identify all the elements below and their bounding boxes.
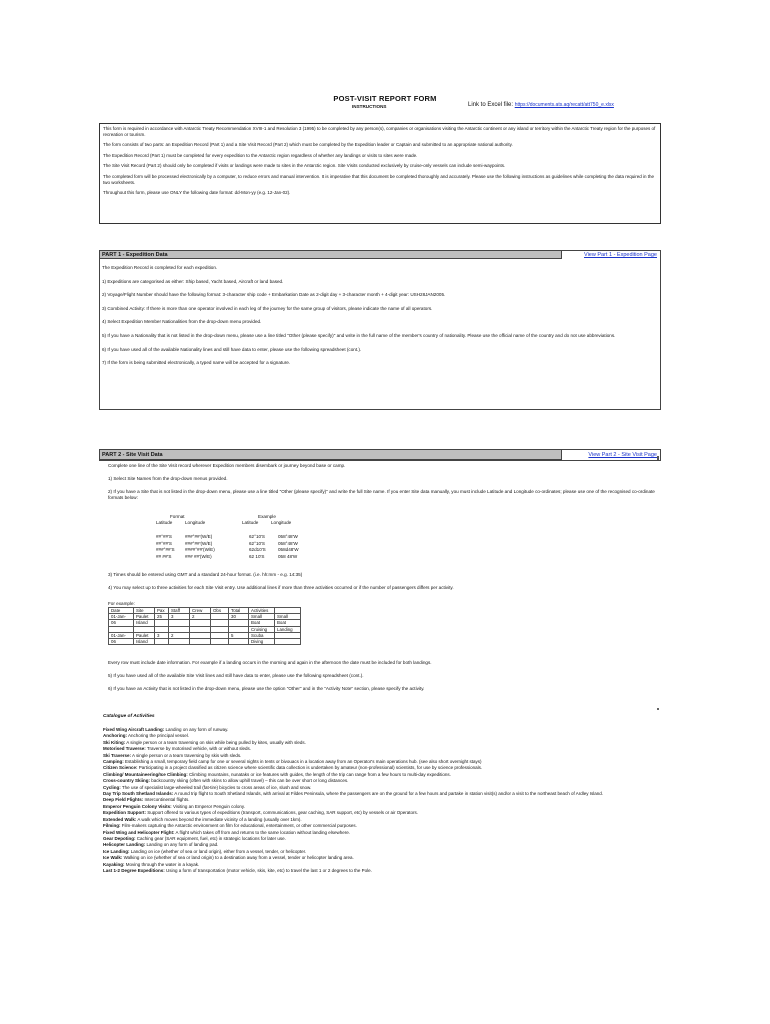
table-cell: 5 xyxy=(229,632,249,638)
example-lat: 62 10'S xyxy=(249,553,265,559)
intro-paragraph: The form consists of two parts: an Expedition Record (Part 1) and a Site Visit Record (Part 2) which must be completed by the Expedition leader or Captain and submitted to an appropriate national authority. xyxy=(103,142,513,148)
format-lat: ##°##'S xyxy=(156,534,172,539)
excel-link-row xyxy=(468,102,614,108)
activity-term: Climbing/ Mountaineering/Ice Climbing: xyxy=(103,771,188,777)
table-cell: Small xyxy=(249,614,275,620)
activity-term: Ski Traverse: xyxy=(103,752,132,758)
activity-description: Walking on ice (whether of sea or land origin) to a destination away from a vessel, tender or helicopter landing area. xyxy=(122,855,354,861)
part2-instructions-mid xyxy=(108,572,660,598)
table-cell: 06 xyxy=(109,639,134,645)
part1-instructions xyxy=(102,265,658,374)
activity-description: A round trip flight to South Shetland Islands, with arrival at Fildes Peninsula, where the passengers are on the ground for a few hours and partake in station visit(s) and/or a visit to the northeast beach of Ardley Island. xyxy=(173,791,604,797)
format-lon: ### ##'(W/E) xyxy=(185,553,212,559)
example-lon: 058d48'W xyxy=(278,547,299,552)
intro-paragraph: This form is required in accordance with Antarctic Treaty Recommendation XVIII-1 and Resolution 3 (1995) to be completed by any person(s), companies or organisations visiting the Antarctic continent or any island or territory within the Antarctic Treaty region for the purposes of recreation or tourism. xyxy=(103,126,656,137)
activity-term: Fixed Wing Aircraft Landing: xyxy=(103,727,165,732)
activity-description: A single person or a team traversing by skis with sleds. xyxy=(131,752,242,758)
table-header: Activities xyxy=(249,608,275,614)
activity-description: Landing on any form of landing pad. xyxy=(145,842,219,848)
lat-label: Latitude xyxy=(156,520,173,525)
activity-term: Ice Landing: xyxy=(103,848,130,854)
table-header: Pax xyxy=(155,608,169,614)
catalogue-heading: Catalogue of Activities xyxy=(103,714,155,719)
format-lon: ###°##'(W/E) xyxy=(185,534,213,539)
table-cell: Small xyxy=(275,614,301,620)
activity-description: A single person or a team traversing on skis while being pulled by kites, usually with sleds. xyxy=(125,739,306,745)
format-lon: ###°##'(W/E) xyxy=(185,540,213,546)
activity-description: A flight which takes off from and returns to the same location without landing elsewhere. xyxy=(174,829,350,835)
activity-description: Traverse by motorised vehicle, with or without sleds. xyxy=(145,746,252,752)
table-cell: Island xyxy=(134,620,155,626)
example-lon: 058 48'W xyxy=(278,553,298,559)
part2-line: 3) Times should be entered using GMT and a standard 24-hour format. (i.e. hh:mm - e.g. 14:35) xyxy=(108,572,303,577)
table-cell xyxy=(190,639,211,645)
activity-term: Cross-country Skiing: xyxy=(103,778,151,784)
activity-description: Climbing mountains, nunataks or ice features with guides, the length of the trip can range from a few hours to multi-day expeditions. xyxy=(187,771,451,777)
example-lat: 62°10'S xyxy=(249,540,265,546)
excel-file-link[interactable]: https://documents.ats.aq/recatt/att750_e.xlsx xyxy=(514,102,614,108)
activity-term: Motorised Traverse: xyxy=(103,746,146,752)
activity-description: Film-makers capturing the Antarctic environment on film for educational, entertainment, or other commercial purposes. xyxy=(120,823,357,829)
activity-term: Kayaking: xyxy=(103,861,125,867)
activity-term: Extended Walk: xyxy=(103,816,137,822)
table-cell xyxy=(211,639,229,645)
excel-link-label: Link to Excel file: xyxy=(468,102,514,108)
part1-line: 3) Combined Activity: If there is more than one operator involved in each leg of the journey for the same group of visitors, please indicate the name of all operators. xyxy=(102,305,433,311)
activity-description: Anchoring the principal vessel. xyxy=(127,733,190,739)
part1-line: 4) Select Expedition Member Nationalities from the drop-down menu provided. xyxy=(102,319,262,325)
part1-line: The Expedition Record is completed for each expedition. xyxy=(102,265,218,270)
format-lat: ###°##'S xyxy=(156,547,175,552)
table-cell: Diving xyxy=(249,639,275,645)
activity-description: A walk which moves beyond the immediate vicinity of a landing (usually over 1km). xyxy=(136,816,302,822)
format-lon: ####°##'(W/E) xyxy=(185,547,215,552)
activity-term: Camping: xyxy=(103,759,124,765)
format-lat: ## ##'S xyxy=(156,553,172,559)
part1-heading: PART 1 - Expedition Data xyxy=(100,251,562,259)
activity-term: Anchoring: xyxy=(103,733,127,739)
activity-term: Gear Depoting: xyxy=(103,835,136,841)
activity-description: Establishing a small, temporary field camp for one or several nights in tents or bivouacs in a location away from an Operator's main operations hub. (see also short overnight stays) xyxy=(123,759,482,765)
table-cell: 01-Jan- xyxy=(109,632,134,638)
activity-term: Last 1-2 Degree Expeditions: xyxy=(103,867,165,873)
part2-line: 6) If you have an Activity that is not listed in the drop-down menu, please use the option "Other" and in the "Activity Note" section, please specify the activity. xyxy=(108,686,425,692)
lon-label: Longitude xyxy=(271,520,292,525)
example-label: Example xyxy=(258,514,276,519)
part1-line: 6) If you have used all of the available Nationality lines and still have data to enter, please use the following spreadsheet (cont.). xyxy=(102,346,362,352)
table-cell xyxy=(229,639,249,645)
page-title: POST-VISIT REPORT FORM xyxy=(333,94,437,103)
table-cell: Boat xyxy=(275,620,301,626)
table-cell: 2 xyxy=(169,632,190,638)
intro-paragraph: Throughout this form, please use ONLY the following date format: dd-Mon-yy (e.g. 12-Jan-02). xyxy=(103,190,291,196)
table-header: Total xyxy=(229,608,249,614)
activity-description: backcountry skiing (often with skins to allow uphill travel) – this can be over short or long distances. xyxy=(150,778,349,784)
example-lat: 62°10'S xyxy=(249,534,265,539)
part2-line: 4) You may select up to three activities for each Site Visit entry. Use additional lines if more than three activities occurred or if the number of passengers differs per activity. xyxy=(108,585,454,591)
part2-section xyxy=(99,449,661,461)
table-header: Date xyxy=(109,608,134,614)
cell-marker xyxy=(657,456,659,460)
activity-description: Landing on any form of runway. xyxy=(164,727,229,732)
intro-paragraph: The Expedition Record (Part 1) must be completed for every expedition to the Antarctic region regardless of whether any landings or visits to sites were made. xyxy=(103,152,418,158)
table-header: Staff xyxy=(169,608,190,614)
table-cell: Paulet xyxy=(134,614,155,620)
table-cell: 01-Jan- xyxy=(109,614,134,620)
activity-term: Deep Field Flights: xyxy=(103,797,144,803)
part1-view-link[interactable]: View Part 1 - Expedition Page xyxy=(584,252,657,258)
table-cell: Boat xyxy=(249,620,275,626)
page-subtitle: INSTRUCTIONS xyxy=(352,104,387,109)
activity-term: Ski Kiting: xyxy=(103,739,126,745)
activity-term: Day Trip South Shetland Islands: xyxy=(103,791,174,797)
example-lon: 058°48'W xyxy=(278,534,298,539)
table-cell: Landing xyxy=(275,626,301,632)
activities-catalogue xyxy=(103,714,663,874)
example-lon: 058°48'W xyxy=(278,540,298,546)
table-cell: 06 xyxy=(109,620,134,626)
table-cell: 2 xyxy=(190,614,211,620)
part1-line: 1) Expeditions are categorised as either: Ship based, Yacht based, Aircraft or land based. xyxy=(102,278,284,284)
activity-term: Citizen Science: xyxy=(103,765,138,771)
part1-line: 7) If the form is being submitted electronically, a typed name will be accepted for a signature. xyxy=(102,360,291,366)
activity-term: Expedition Support: xyxy=(103,810,146,816)
table-cell xyxy=(169,639,190,645)
activity-term: Fixed Wing and Helicopter Flight: xyxy=(103,829,175,835)
bullet-dot xyxy=(657,708,659,710)
format-label: Format xyxy=(170,514,185,519)
part2-view-link[interactable]: View Part 2 - Site Visit Page xyxy=(588,452,657,458)
table-header: Site xyxy=(134,608,155,614)
part1-line: 2) Voyage/Flight Number should have the following format: 3-character ship code + Embarkation Date as 2-digit day + 3-character month + 4-digit year: USH28JAN2005. xyxy=(102,292,446,298)
activity-description: Caching gear (SAR equipment, fuel, etc) in strategic locations for later use. xyxy=(135,835,286,841)
activity-term: Emperor Penguin Colony Visits: xyxy=(103,803,172,809)
list-item xyxy=(103,868,663,874)
activity-description: Support offered to various types of expeditions (transport, communications, gear caching, SAR support, etc) by vessels or air Operators. xyxy=(146,810,419,816)
activity-description: Moving through the water in a kayak. xyxy=(124,861,200,867)
activity-description: The use of specialist large-wheeled trail (fat-tire) bicycles to cross areas of ice, slush and snow. xyxy=(120,784,312,790)
activity-term: Helicopter Landing: xyxy=(103,842,146,848)
table-header: Obs xyxy=(211,608,229,614)
table-cell: Scuba xyxy=(249,632,275,638)
activity-term: Cycling: xyxy=(103,784,121,790)
part1-line: 5) If you have a Nationality that is not listed in the drop-down menu, please use a line titled "Other (please specify)" and write in the full name of the member's country of nationality. Please use the official name of the country and do not use abbreviations. xyxy=(102,332,616,338)
activity-description: Using a form of transportation (motor vehicle, skis, kite, etc) to travel the last 1 or 2 degrees to the Pole. xyxy=(164,867,372,873)
activity-description: Intercontinental flights. xyxy=(143,797,190,803)
part2-line: 1) Select Site Names from the drop-down menus provided. xyxy=(108,476,228,482)
intro-paragraph: The Site Visit Record (Part 2) should only be completed if visits or landings were made to sites in the Antarctic region. Site Visits conducted exclusively by cruise-only vessels can include semi-waypoints. xyxy=(103,163,506,169)
lat-label: Latitude xyxy=(242,520,259,525)
activity-description: Visiting an Emperor Penguin colony. xyxy=(171,803,246,809)
part2-heading: PART 2 - Site Visit Data xyxy=(100,450,562,460)
lon-label: Longitude xyxy=(185,520,206,525)
table-cell: Paulet xyxy=(134,632,155,638)
example-table xyxy=(108,607,301,645)
part2-instructions-bottom xyxy=(108,660,660,699)
table-cell: 3 xyxy=(155,632,169,638)
part2-line: Complete one line of the Site Visit record wherever Expedition members disembark or journey beyond base or camp. xyxy=(108,463,346,468)
activity-term: Filming: xyxy=(103,823,121,829)
intro-paragraph: The completed form will be processed electronically by a computer, to reduce errors and manual intervention. It is imperative that this document be completed thoroughly and accurately. Please use the following instructions as guidelines while completing the data required in the two worksheets. xyxy=(103,173,654,185)
table-cell: 3 xyxy=(169,614,190,620)
table-cell: Cruising xyxy=(249,626,275,632)
activity-term: Ice Walk: xyxy=(103,855,123,861)
example-lat: 62d10'S xyxy=(249,547,266,552)
table-header: Crew xyxy=(190,608,211,614)
part2-line: Every row must include date information. For example if a landing occurs in the morning and again in the afternoon the date must be included for both landings. xyxy=(108,660,432,665)
part2-line: 5) If you have used all of the available Site Visit lines and still have data to enter, please use the following spreadsheet (cont.). xyxy=(108,673,364,679)
part2-line: 2) If you have a Site that is not listed in the drop-down menu, please use a line titled "Other (please specify)" and write the full Site name. If you enter Site data manually, you must include Latitude and Longitude co-ordinates; please use one of the recognised co-ordinate formats below: xyxy=(108,489,655,500)
table-cell: 25 xyxy=(155,614,169,620)
example-caption: For example: xyxy=(108,601,135,606)
catalogue-list xyxy=(103,727,663,874)
table-cell: Island xyxy=(134,639,155,645)
activity-description: Landing on ice (whether of sea or land origin), either from a vessel, tender, or helicopter. xyxy=(129,848,307,854)
activity-description: Participating in a project classified as citizen science where scientific data collection is undertaken by amateur (non-professional) scientists, for use by science professionals. xyxy=(137,765,483,771)
table-cell xyxy=(155,639,169,645)
part2-instructions-top xyxy=(108,463,660,508)
part1-section xyxy=(99,250,661,410)
intro-box xyxy=(99,123,661,224)
format-lat: ##°##'S xyxy=(156,540,172,546)
table-cell xyxy=(275,639,301,645)
table-cell: 30 xyxy=(229,614,249,620)
table-row xyxy=(109,639,301,645)
